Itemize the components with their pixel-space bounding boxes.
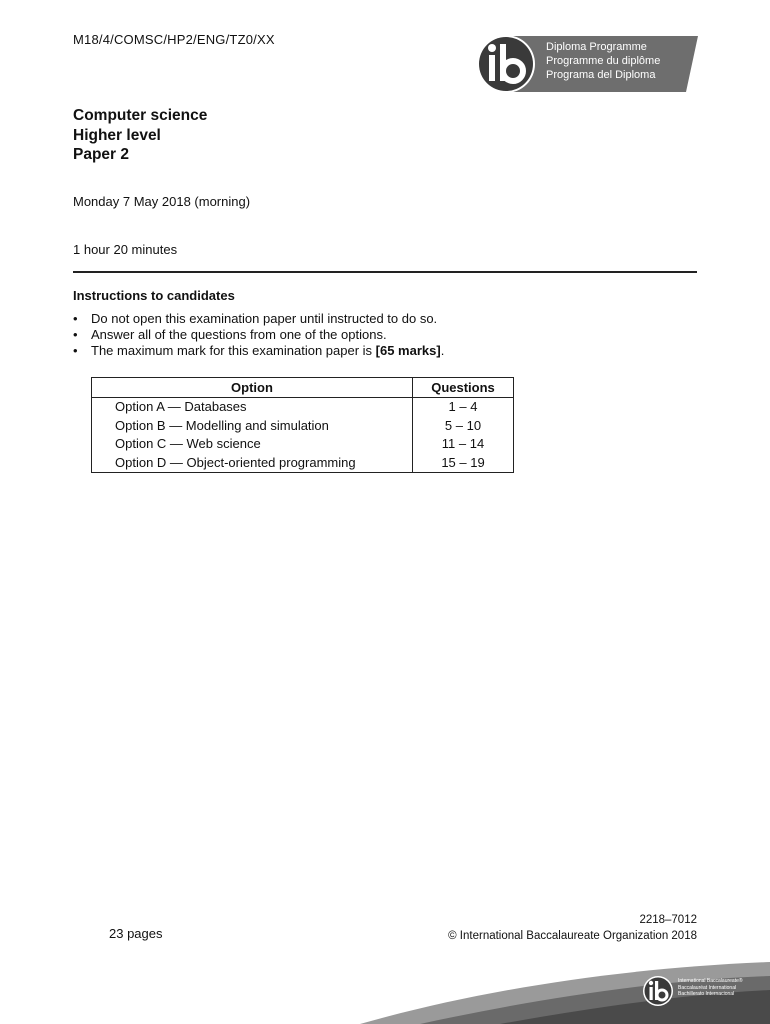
subject-paper: Paper 2 [73,146,130,163]
logo-line-3: Programa del Diploma [546,69,656,81]
logo-line-2: Programme du diplôme [546,55,661,67]
ib-footer-logo [642,975,770,1007]
table-header-row [92,378,514,398]
ib-footer-logo-icon [642,975,674,1007]
total-marks: [65 marks] [375,343,441,359]
footer-logo-line-2: Baccalauréat International [678,984,737,991]
instructions-list [73,311,444,360]
exam-duration: 1 hour 20 minutes [73,242,178,257]
instruction-item: • Do not open this examination paper until instructed to do so. [73,311,444,327]
instructions-title: Instructions to candidates [73,288,235,303]
questions-cell: 15 – 19 [413,453,514,472]
subject-level: Higher level [73,126,161,144]
instruction-text: The maximum mark for this examination paper is [91,343,376,359]
questions-cell: 1 – 4 [413,397,514,416]
footer-logo-line-1: International Baccalaureate® [678,978,743,984]
exam-date: Monday 7 May 2018 (morning) [73,194,251,209]
questions-cell: 5 – 10 [413,416,514,435]
reference-code: 2218–7012 [639,914,697,926]
footer-logo-text [678,978,743,998]
paper-code: M18/4/COMSC/HP2/ENG/TZ0/XX [73,32,275,47]
ib-logo-text [546,40,660,82]
ib-diploma-logo [476,34,698,94]
logo-line-1: Diploma Programme [546,41,647,53]
questions-header: Questions [413,378,514,398]
page-count: 23 pages [109,926,163,941]
table-row [92,453,514,472]
instruction-item [73,343,444,359]
subject-title: Computer science [73,107,208,124]
option-cell: Option A — Databases [92,397,413,416]
option-header: Option [92,378,413,398]
instruction-item: • Answer all of the questions from one of the options. [73,327,444,343]
option-cell: Option D — Object-oriented programming [92,453,413,472]
instruction-end: . [440,343,445,359]
divider [73,271,697,273]
table-row [92,435,514,454]
copyright-notice: © International Baccalaureate Organization 2018 [448,930,697,942]
footer-logo-line-3: Bachillerato Internacional [678,991,735,997]
table-row [92,397,514,416]
questions-cell: 11 – 14 [413,435,514,454]
reference-block [448,912,697,944]
option-cell: Option B — Modelling and simulation [92,416,413,435]
options-table [91,377,514,473]
table-row [92,416,514,435]
option-cell: Option C — Web science [92,435,413,454]
subject-block [73,106,207,165]
